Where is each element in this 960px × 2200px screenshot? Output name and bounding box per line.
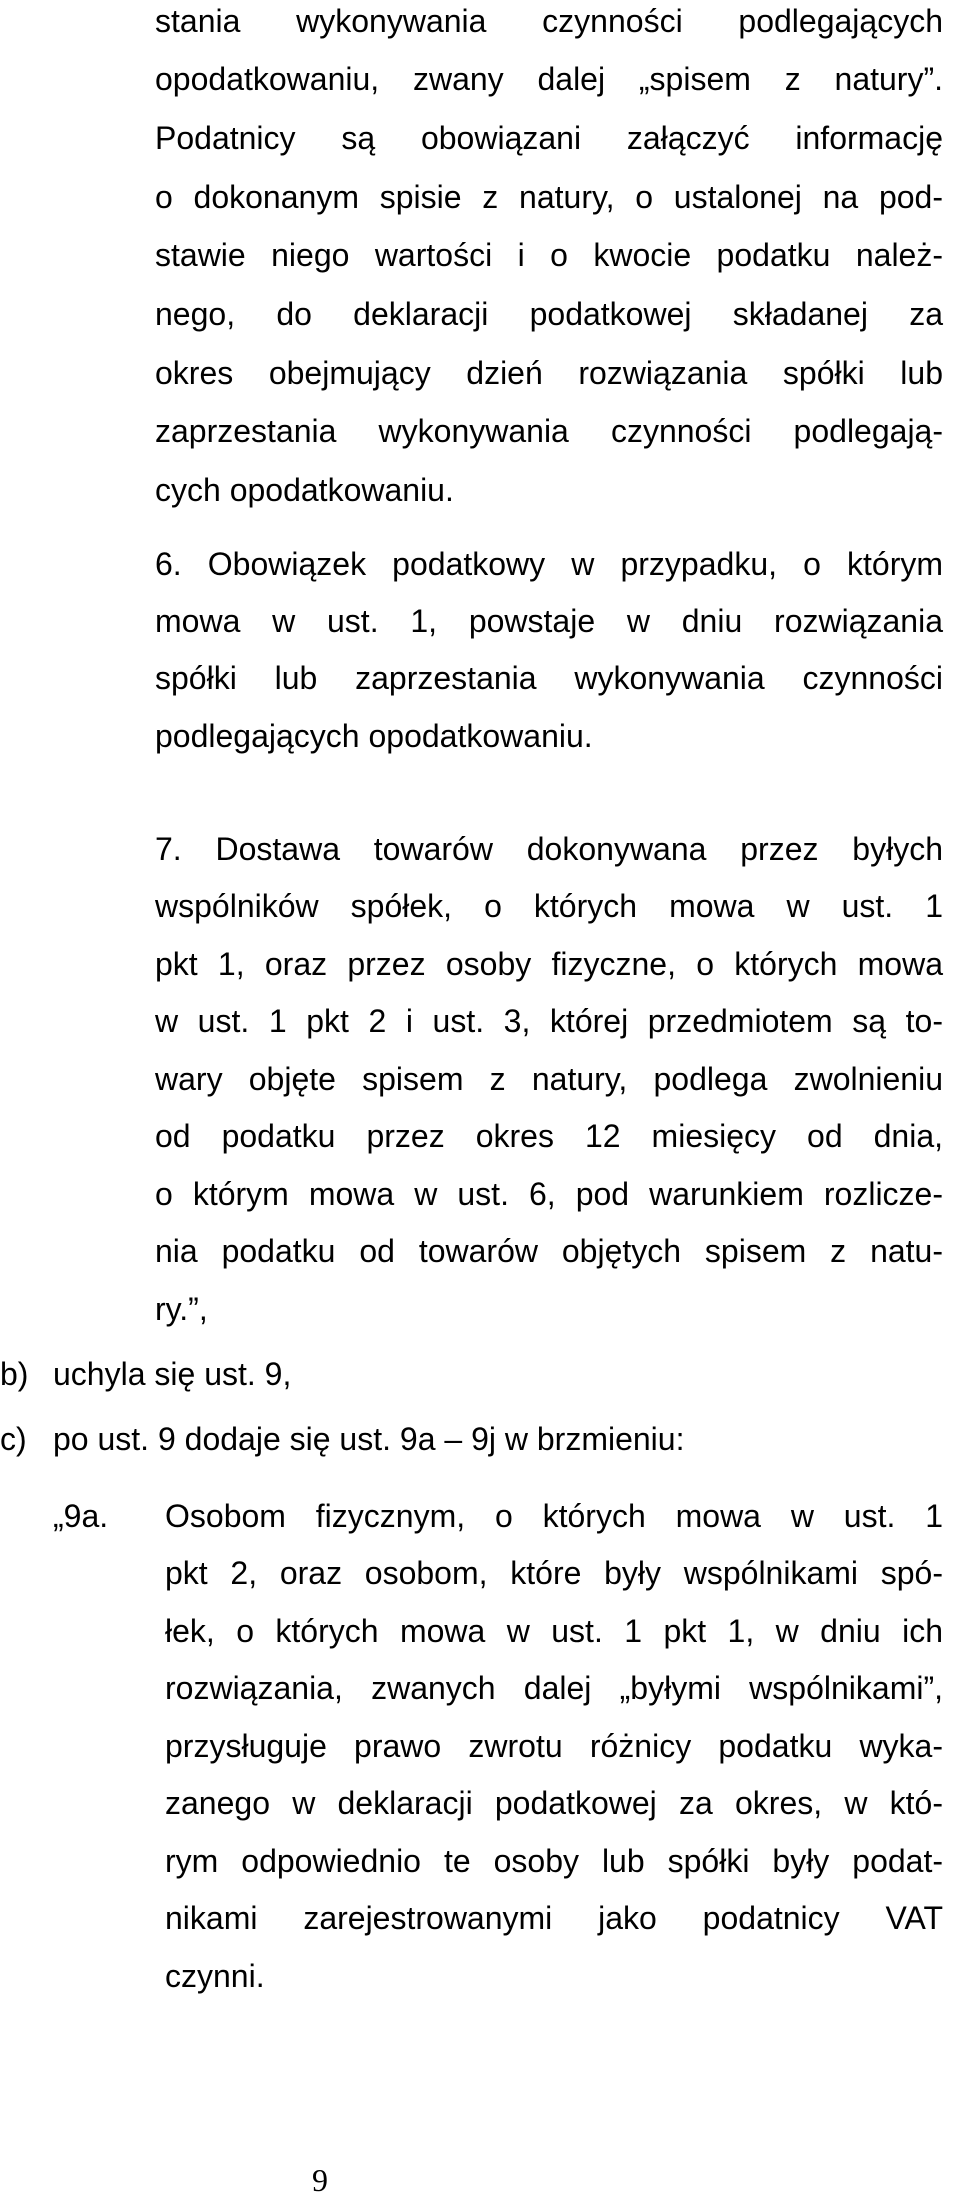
text-line: mowa w ust. 1, powstaje w dniu rozwiązania [155,603,943,639]
text-line: Podatnicy są obowiązani załączyć informację [155,120,943,156]
list-item-label: b) [0,1356,29,1392]
text-line: łek, o których mowa w ust. 1 pkt 1, w dniu ich [165,1613,943,1649]
list-item-text: uchyla się ust. 9, [53,1356,292,1392]
text-line: podlegających opodatkowaniu. [155,718,593,754]
text-line: zanego w deklaracji podatkowej za okres, w któ- [165,1785,943,1821]
text-line: wary objęte spisem z natury, podlega zwolnieniu [155,1061,943,1097]
text-line: ry.”, [155,1291,208,1327]
list-item-label: c) [0,1421,27,1457]
text-line: nego, do deklaracji podatkowej składanej za [155,296,943,332]
text-line: stawie niego wartości i o kwocie podatku należ- [155,237,943,273]
text-line: cych opodatkowaniu. [155,472,454,508]
text-line: pkt 2, oraz osobom, które były wspólnikami spó- [165,1555,943,1591]
text-line: o dokonanym spisie z natury, o ustalonej na pod- [155,179,943,215]
text-line: spółki lub zaprzestania wykonywania czynności [155,660,943,696]
text-line: 6. Obowiązek podatkowy w przypadku, o którym [155,546,943,582]
text-line: Osobom fizycznym, o których mowa w ust. 1 [165,1498,943,1534]
text-line: od podatku przez okres 12 miesięcy od dnia, [155,1118,943,1154]
text-line: zaprzestania wykonywania czynności podlegają- [155,413,943,449]
text-line: opodatkowaniu, zwany dalej „spisem z natury”. [155,61,943,97]
text-line: okres obejmujący dzień rozwiązania spółki lub [155,355,943,391]
text-line: stania wykonywania czynności podlegających [155,3,943,39]
page-number: 9 [312,2162,328,2198]
text-line: przysługuje prawo zwrotu różnicy podatku wyka- [165,1728,943,1764]
text-line: o którym mowa w ust. 6, pod warunkiem rozlicze- [155,1176,943,1212]
paragraph-label: „9a. [53,1498,109,1534]
text-line: wspólników spółek, o których mowa w ust. 1 [155,888,943,924]
text-line: nia podatku od towarów objętych spisem z natu- [155,1233,943,1269]
text-line: rozwiązania, zwanych dalej „byłymi wspólnikami”, [165,1670,943,1706]
text-line: pkt 1, oraz przez osoby fizyczne, o których mowa [155,946,943,982]
text-line: czynni. [165,1958,265,1994]
text-line: w ust. 1 pkt 2 i ust. 3, której przedmiotem są to- [155,1003,943,1039]
text-line: rym odpowiednio te osoby lub spółki były podat- [165,1843,943,1879]
list-item-text: po ust. 9 dodaje się ust. 9a – 9j w brzmieniu: [53,1421,685,1457]
text-line: nikami zarejestrowanymi jako podatnicy VAT [165,1900,943,1936]
text-line: 7. Dostawa towarów dokonywana przez byłych [155,831,943,867]
